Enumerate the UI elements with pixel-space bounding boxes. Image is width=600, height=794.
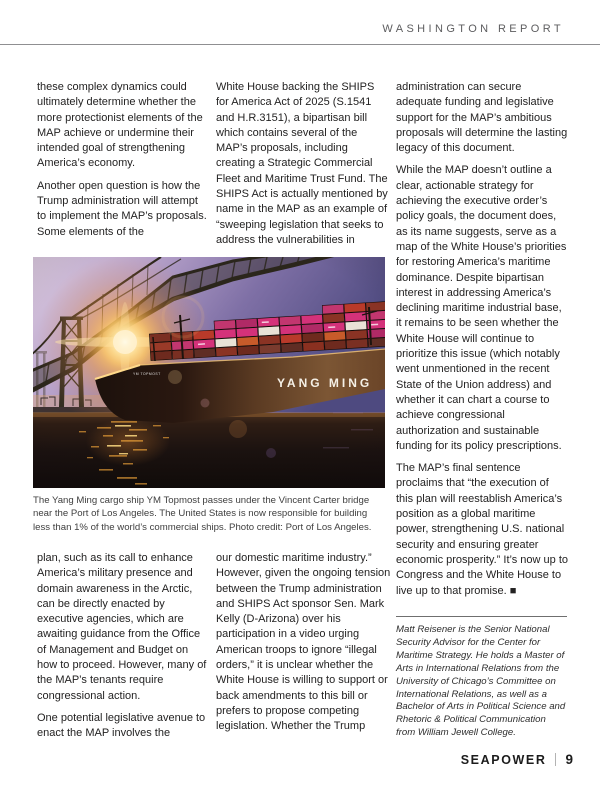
column-1-bottom: [37, 551, 208, 749]
paragraph: these complex dynamics could ultimately determine whether the more protectionist elements of the MAP achieve or undermine their intended goal of strengthening America’s economy.: [37, 81, 203, 170]
paragraph: While the MAP doesn’t outline a clear, actionable strategy for achieving the executive order’s policy goals, the document does, as its name suggests, serve as a map of the White House’s priorities for restoring America’s maritime dominance. Despite bipartisan interest in addressing America’s declining maritime industrial base, it remains to be seen whether the White House will continue to prioritize this issue (which notably went unmentioned in the recent State of the Union address) and whether it can chart a course to achieve congressional authorization and sustainable funding for its policy prescriptions.: [396, 164, 567, 452]
ship-photo: [33, 257, 385, 488]
column-2-bottom: [216, 551, 392, 742]
magazine-name: SEAPOWER: [460, 752, 547, 767]
footer-divider: [555, 753, 556, 766]
paragraph: our domestic maritime industry.” However, given the ongoing tension between the Trump administration and SHIPS Act sponsor Sen. Mark Kelly (D-Arizona) over his participation in a video urging American troops to ignore “illegal orders,” it is unclear whether the White House is willing to support or back amendments to this bill or prefers to propose competing legislation. Whether the Trump: [216, 552, 391, 733]
page-number: 9: [565, 752, 573, 767]
photo-caption: The Yang Ming cargo ship YM Topmost passes under the Vincent Carter bridge near the Port of Los Angeles. The United States is now responsible for building less than 1% of the world’s commercial ships. Photo credit: Port of Los Angeles.: [33, 495, 372, 533]
author-bio: Matt Reisener is the Senior National Security Advisor for the Center for Maritime Strategy. He holds a Master of Arts in International Relations from the University of Chicago’s Committee on International Relations, as well as a Bachelor of Arts in Political Science and Rhetoric & Political Communication from William Jewell College.: [396, 616, 567, 740]
column-3: [396, 80, 569, 606]
paragraph: Another open question is how the Trump administration will attempt to implement the MAP’s proposals. Some elements of the: [37, 179, 207, 238]
paragraph: One potential legislative avenue to enact the MAP involves the: [37, 711, 206, 740]
section-kicker: WASHINGTON REPORT: [382, 23, 564, 35]
page-footer: [461, 752, 573, 767]
column-1-top: [37, 80, 208, 247]
paragraph: The MAP’s final sentence proclaims that “the execution of this plan will reestablish America’s position as a global maritime power, strengthening U.S. national security and ensuring greater economic prosperity.” It’s now up to Congress and the White House to live up to that promise. ■: [396, 462, 569, 597]
paragraph: White House backing the SHIPS for America Act of 2025 (S.1541 and H.R.3151), a bipartisan bill which contains several of the MAP’s proposals, including creating a Strategic Commercial Fleet and Maritime Trust Fund. The SHIPS Act is actually mentioned by name in the MAP as an example of “sweeping legislation that seeks to address the vulnerabilities in: [216, 81, 388, 246]
paragraph: administration can secure adequate funding and legislative support for the MAP’s ambitious proposals will determine the lasting legacy of this document.: [396, 81, 568, 155]
paragraph: plan, such as its call to enhance America’s military presence and domain awareness in the Arctic, can be directly enacted by executive agencies, which are awaiting guidance from the Office of Management and Budget on how to proceed. However, many of the MAP’s tenants require congressional action.: [37, 552, 207, 702]
column-2-top: [216, 80, 389, 255]
header-rule: [0, 44, 600, 45]
